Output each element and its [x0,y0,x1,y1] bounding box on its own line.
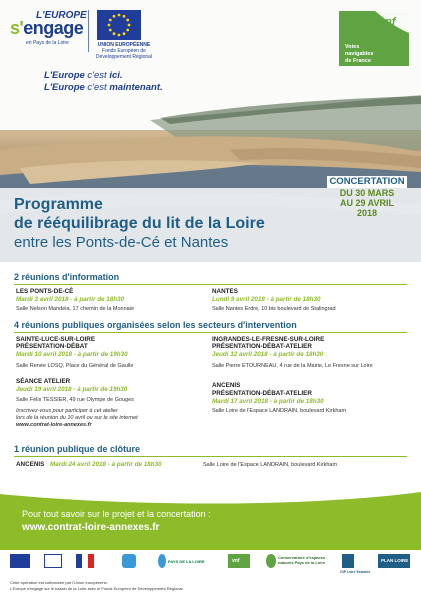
meeting-place: SAINTE-LUCE-SUR-LOIRE [16,336,96,343]
pays-de-la-loire-label: PAYS DE LA LOIRE [168,559,205,564]
meeting-address: Salle Nelson Mandela, 17 chemin de la Monnaie [16,306,135,312]
meeting-date: Jeudi 19 avril 2018 - à partir de 19h30 [16,386,128,393]
meeting-date: Lundi 9 avril 2018 - à partir de 18h30 [212,296,321,303]
partner-icon [122,554,136,568]
gip-icon [342,554,354,568]
logo-line1: L'EUROPE [36,10,87,21]
meeting-kind: PRÉSENTATION-DÉBAT-ATELIER [212,343,312,350]
meeting-place: LES PONTS-DE-CÉ [16,288,74,295]
gip-label: GIP Loire Estuaire [340,570,371,574]
europe-sengage-logo [8,8,87,50]
vnf-logo: vnf Voies navigables de France [339,11,409,66]
meeting-address: Salle Loire de l'Espace LANDRAIN, boulevard Kirkham [212,408,347,414]
conservatoire-icon [266,554,276,568]
section-closing-heading: 1 réunion publique de clôture [14,444,141,454]
meeting-place: ANCENIS [212,382,241,389]
section-divider [14,284,407,285]
eu-flag-icon [97,10,141,40]
pays-de-la-loire-icon [158,554,166,568]
section-divider [14,332,407,333]
fine-print: Cette opération est cofinancée par l'Union européenne. [10,580,108,585]
section-info-heading: 2 réunions d'information [14,272,120,282]
meeting-address: Salle Loire de l'Espace LANDRAIN, boulevard Kirkham [203,462,338,468]
section-divider [14,456,407,457]
logo-line2: s'engage [10,18,84,38]
conservatoire-label: Conservatoire d'espaces naturels Pays de la Loire [278,555,326,565]
footer-url-link[interactable]: www.contrat-loire-annexes.fr [22,522,160,533]
title-line-1: Programme [14,196,103,213]
concertation-label: CONCERTATION [329,176,405,187]
eu-caption: UNION EUROPÉENNE Fonds Européen de Développement Régional [95,42,153,60]
meeting-address: Salle Félix TESSIER, 49 rue Olympe de Gouges [16,397,134,403]
meeting-place: ANCENIS [16,461,45,468]
logo-divider [88,10,89,52]
meeting-date: Mardi 24 avril 2018 - à partir de 18h30 [50,461,162,468]
fine-print: L'Europe s'engage sur le bassin de la Loire avec le Fonds Européen de Développement Régional. [10,586,184,591]
meeting-place: NANTES [212,288,238,295]
concertation-year: 2018 [356,208,378,218]
section-public-heading: 4 réunions publiques organisées selon les secteurs d'intervention [14,320,297,330]
concertation-badge [324,176,410,218]
meeting-address: Salle Renée LOSQ, Place du Général de Gaulle [16,363,134,369]
meeting-place: INGRANDES-LE-FRESNE-SUR-LOIRE [212,336,325,343]
title-line-3: entre les Ponts-de-Cé et Nantes [14,234,229,251]
concertation-end: AU 29 AVRIL [339,198,394,208]
atelier-link[interactable]: www.contrat-loire-annexes.fr [16,422,92,428]
meeting-address: Salle Nantes Erdre, 10 bis boulevard de Stalingrad [212,306,336,312]
europe-logo-small [44,554,62,568]
meeting-address: Salle Pierre ETOURNEAU, 4 rue de la Mairie, Le Fresne sur Loire [212,363,373,369]
footer-intro: Pour tout savoir sur le projet et la concertation : [22,509,211,519]
europe-slogan: L'Europe c'est ici. L'Europe c'est maintenant. [44,70,163,93]
atelier-note: lors de la réunion du 10 avril ou sur le site internet [16,415,138,421]
meeting-kind: PRÉSENTATION-DÉBAT-ATELIER [212,390,312,397]
meeting-date: Mardi 17 avril 2018 - à partir de 18h30 [212,398,324,405]
logo-line3: en Pays de la Loire [26,40,69,46]
meeting-place: SÉANCE ATELIER [16,378,71,385]
plan-loire-label: PLAN LOIRE [381,558,409,563]
meeting-date: Mardi 3 avril 2018 - à partir de 18h30 [16,296,125,303]
atelier-note: Inscrivez-vous pour participer à cet atelier [16,408,118,414]
title-line-2: de rééquilibrage du lit de la Loire [14,215,265,232]
eu-flag-small-icon [10,554,30,568]
meeting-kind: PRÉSENTATION-DÉBAT [16,343,88,350]
concertation-start: DU 30 MARS [339,188,395,198]
meeting-date: Jeudi 12 avril 2018 - à partir de 18h30 [212,351,324,358]
vnf-small-label: vnf [232,558,240,564]
meeting-date: Mardi 10 avril 2018 - à partir de 19h30 [16,351,128,358]
french-republic-logo [76,554,94,568]
footer-band [0,488,421,550]
